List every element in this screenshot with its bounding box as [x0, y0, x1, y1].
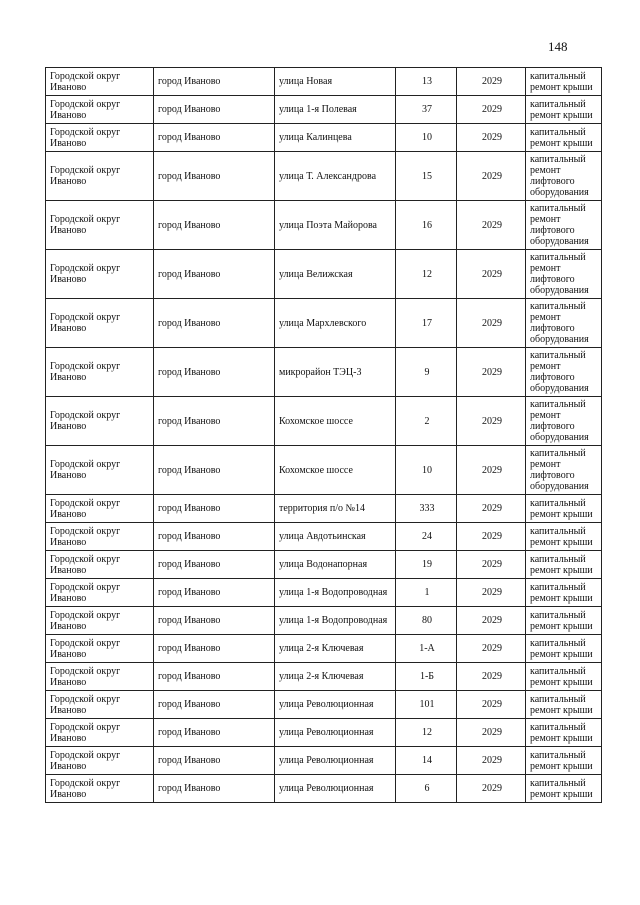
work-type-cell: капитальный ремонт лифтового оборудования: [526, 446, 602, 495]
table-row: [46, 663, 602, 691]
street-cell: улица 2-я Ключевая: [275, 663, 396, 691]
work-type-cell: капитальный ремонт крыши: [526, 747, 602, 775]
city-cell: город Иваново: [154, 607, 275, 635]
table-row: [46, 348, 602, 397]
street-cell: территория п/о №14: [275, 495, 396, 523]
year-cell: 2029: [457, 523, 526, 551]
okrug-cell: Городской округ Иваново: [46, 775, 154, 803]
street-cell: улица 1-я Водопроводная: [275, 607, 396, 635]
house-number-cell: 14: [396, 747, 457, 775]
street-cell: улица Новая: [275, 68, 396, 96]
house-number-cell: 24: [396, 523, 457, 551]
house-number-cell: 12: [396, 719, 457, 747]
city-cell: город Иваново: [154, 775, 275, 803]
street-cell: улица 2-я Ключевая: [275, 635, 396, 663]
work-type-cell: капитальный ремонт крыши: [526, 96, 602, 124]
table-row: [46, 96, 602, 124]
table-row: [46, 579, 602, 607]
house-number-cell: 1-Б: [396, 663, 457, 691]
work-type-cell: капитальный ремонт лифтового оборудования: [526, 201, 602, 250]
year-cell: 2029: [457, 201, 526, 250]
work-type-cell: капитальный ремонт крыши: [526, 579, 602, 607]
okrug-cell: Городской округ Иваново: [46, 719, 154, 747]
okrug-cell: Городской округ Иваново: [46, 446, 154, 495]
work-type-cell: капитальный ремонт крыши: [526, 635, 602, 663]
table-body: [46, 68, 602, 803]
house-number-cell: 10: [396, 124, 457, 152]
house-number-cell: 2: [396, 397, 457, 446]
table-row: [46, 495, 602, 523]
year-cell: 2029: [457, 495, 526, 523]
year-cell: 2029: [457, 96, 526, 124]
table-row: [46, 250, 602, 299]
street-cell: улица Авдотьинская: [275, 523, 396, 551]
street-cell: улица 1-я Водопроводная: [275, 579, 396, 607]
okrug-cell: Городской округ Иваново: [46, 523, 154, 551]
house-number-cell: 13: [396, 68, 457, 96]
table-row: [46, 635, 602, 663]
table-row: [46, 551, 602, 579]
city-cell: город Иваново: [154, 663, 275, 691]
okrug-cell: Городской округ Иваново: [46, 397, 154, 446]
house-number-cell: 1-А: [396, 635, 457, 663]
work-type-cell: капитальный ремонт лифтового оборудования: [526, 348, 602, 397]
year-cell: 2029: [457, 635, 526, 663]
house-number-cell: 1: [396, 579, 457, 607]
table-row: [46, 446, 602, 495]
year-cell: 2029: [457, 747, 526, 775]
street-cell: улица Революционная: [275, 691, 396, 719]
city-cell: город Иваново: [154, 152, 275, 201]
okrug-cell: Городской округ Иваново: [46, 663, 154, 691]
house-number-cell: 16: [396, 201, 457, 250]
year-cell: 2029: [457, 152, 526, 201]
city-cell: город Иваново: [154, 348, 275, 397]
okrug-cell: Городской округ Иваново: [46, 96, 154, 124]
year-cell: 2029: [457, 68, 526, 96]
work-type-cell: капитальный ремонт крыши: [526, 551, 602, 579]
street-cell: улица Революционная: [275, 719, 396, 747]
street-cell: улица Калинцева: [275, 124, 396, 152]
year-cell: 2029: [457, 719, 526, 747]
table-row: [46, 68, 602, 96]
city-cell: город Иваново: [154, 299, 275, 348]
city-cell: город Иваново: [154, 250, 275, 299]
street-cell: улица Т. Александрова: [275, 152, 396, 201]
year-cell: 2029: [457, 775, 526, 803]
work-type-cell: капитальный ремонт лифтового оборудования: [526, 299, 602, 348]
table-row: [46, 775, 602, 803]
repair-schedule-table: [45, 67, 602, 803]
table-row: [46, 607, 602, 635]
table-row: [46, 201, 602, 250]
street-cell: Кохомское шоссе: [275, 397, 396, 446]
year-cell: 2029: [457, 579, 526, 607]
house-number-cell: 101: [396, 691, 457, 719]
house-number-cell: 12: [396, 250, 457, 299]
street-cell: улица Мархлевского: [275, 299, 396, 348]
work-type-cell: капитальный ремонт крыши: [526, 607, 602, 635]
table-row: [46, 152, 602, 201]
year-cell: 2029: [457, 607, 526, 635]
city-cell: город Иваново: [154, 96, 275, 124]
city-cell: город Иваново: [154, 397, 275, 446]
table-row: [46, 299, 602, 348]
house-number-cell: 15: [396, 152, 457, 201]
year-cell: 2029: [457, 551, 526, 579]
street-cell: Кохомское шоссе: [275, 446, 396, 495]
okrug-cell: Городской округ Иваново: [46, 250, 154, 299]
city-cell: город Иваново: [154, 747, 275, 775]
okrug-cell: Городской округ Иваново: [46, 124, 154, 152]
street-cell: улица Революционная: [275, 747, 396, 775]
city-cell: город Иваново: [154, 523, 275, 551]
work-type-cell: капитальный ремонт крыши: [526, 719, 602, 747]
year-cell: 2029: [457, 250, 526, 299]
work-type-cell: капитальный ремонт крыши: [526, 663, 602, 691]
house-number-cell: 6: [396, 775, 457, 803]
city-cell: город Иваново: [154, 635, 275, 663]
city-cell: город Иваново: [154, 446, 275, 495]
year-cell: 2029: [457, 348, 526, 397]
work-type-cell: капитальный ремонт крыши: [526, 495, 602, 523]
street-cell: улица Водонапорная: [275, 551, 396, 579]
street-cell: улица Велижская: [275, 250, 396, 299]
street-cell: улица Поэта Майорова: [275, 201, 396, 250]
street-cell: микрорайон ТЭЦ-3: [275, 348, 396, 397]
work-type-cell: капитальный ремонт крыши: [526, 691, 602, 719]
work-type-cell: капитальный ремонт крыши: [526, 124, 602, 152]
city-cell: город Иваново: [154, 201, 275, 250]
house-number-cell: 10: [396, 446, 457, 495]
okrug-cell: Городской округ Иваново: [46, 635, 154, 663]
okrug-cell: Городской округ Иваново: [46, 579, 154, 607]
table-row: [46, 691, 602, 719]
table-row: [46, 719, 602, 747]
table-row: [46, 124, 602, 152]
table-row: [46, 397, 602, 446]
table-row: [46, 747, 602, 775]
house-number-cell: 9: [396, 348, 457, 397]
work-type-cell: капитальный ремонт лифтового оборудования: [526, 397, 602, 446]
table-row: [46, 523, 602, 551]
work-type-cell: капитальный ремонт крыши: [526, 523, 602, 551]
city-cell: город Иваново: [154, 579, 275, 607]
okrug-cell: Городской округ Иваново: [46, 551, 154, 579]
okrug-cell: Городской округ Иваново: [46, 299, 154, 348]
work-type-cell: капитальный ремонт лифтового оборудования: [526, 250, 602, 299]
house-number-cell: 19: [396, 551, 457, 579]
work-type-cell: капитальный ремонт крыши: [526, 68, 602, 96]
city-cell: город Иваново: [154, 719, 275, 747]
year-cell: 2029: [457, 299, 526, 348]
house-number-cell: 37: [396, 96, 457, 124]
okrug-cell: Городской округ Иваново: [46, 68, 154, 96]
work-type-cell: капитальный ремонт лифтового оборудования: [526, 152, 602, 201]
okrug-cell: Городской округ Иваново: [46, 152, 154, 201]
city-cell: город Иваново: [154, 124, 275, 152]
house-number-cell: 333: [396, 495, 457, 523]
okrug-cell: Городской округ Иваново: [46, 201, 154, 250]
year-cell: 2029: [457, 663, 526, 691]
city-cell: город Иваново: [154, 551, 275, 579]
okrug-cell: Городской округ Иваново: [46, 495, 154, 523]
street-cell: улица 1-я Полевая: [275, 96, 396, 124]
city-cell: город Иваново: [154, 691, 275, 719]
page-number: 148: [548, 39, 568, 54]
year-cell: 2029: [457, 124, 526, 152]
okrug-cell: Городской округ Иваново: [46, 607, 154, 635]
year-cell: 2029: [457, 397, 526, 446]
street-cell: улица Революционная: [275, 775, 396, 803]
city-cell: город Иваново: [154, 495, 275, 523]
city-cell: город Иваново: [154, 68, 275, 96]
house-number-cell: 80: [396, 607, 457, 635]
okrug-cell: Городской округ Иваново: [46, 348, 154, 397]
year-cell: 2029: [457, 446, 526, 495]
year-cell: 2029: [457, 691, 526, 719]
okrug-cell: Городской округ Иваново: [46, 747, 154, 775]
house-number-cell: 17: [396, 299, 457, 348]
work-type-cell: капитальный ремонт крыши: [526, 775, 602, 803]
okrug-cell: Городской округ Иваново: [46, 691, 154, 719]
